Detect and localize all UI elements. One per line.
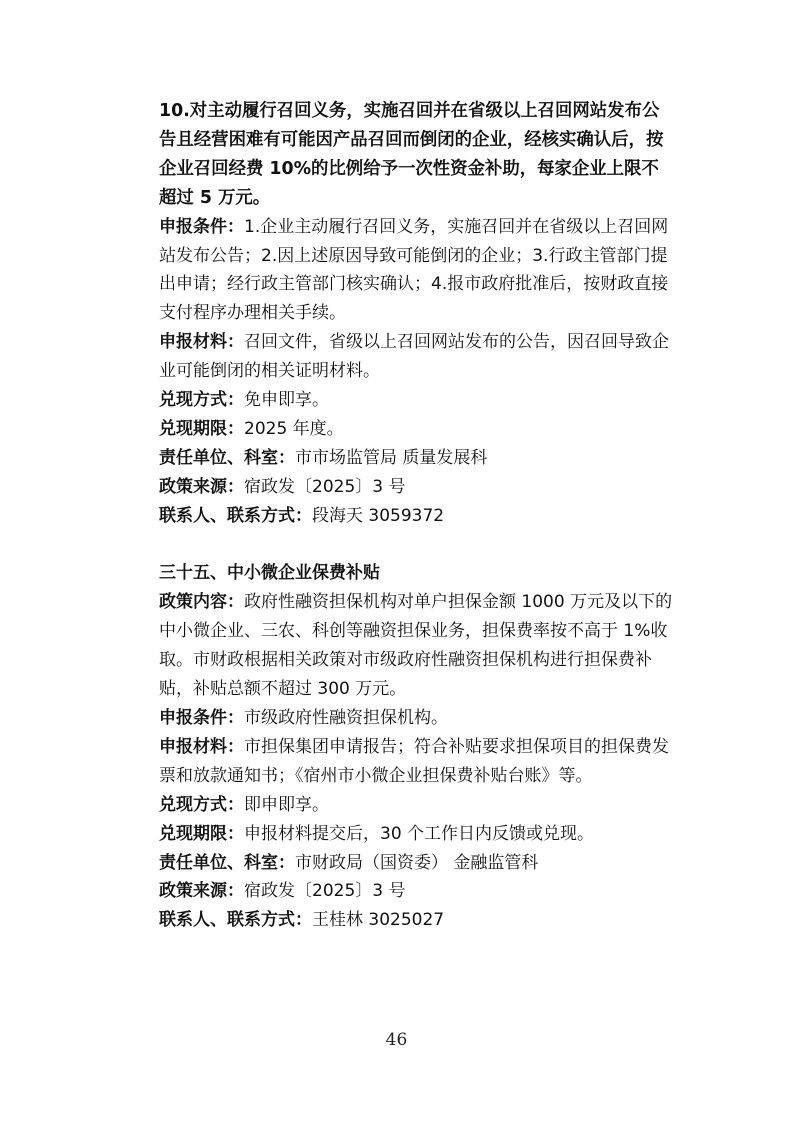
item35-source-label: 政策来源： — [159, 881, 244, 902]
item35-unit-text: 市财政局（国资委） 金融监管科 — [295, 852, 539, 873]
item35-conditions-label: 申报条件： — [159, 708, 244, 729]
item35-contact — [159, 906, 675, 935]
item10-materials — [159, 328, 675, 386]
item10-method-label: 兑现方式： — [159, 390, 244, 411]
item10-source — [159, 473, 675, 502]
item35-materials — [159, 733, 675, 791]
item10-conditions-label: 申报条件： — [159, 216, 244, 237]
item10-period — [159, 415, 675, 444]
item35-source — [159, 877, 675, 906]
item35-title: 三十五、中小微企业保费补贴 — [159, 563, 380, 584]
item35-conditions — [159, 704, 675, 733]
item10-materials-label: 申报材料： — [159, 332, 244, 353]
item35-contact-label: 联系人、联系方式： — [159, 910, 312, 931]
item10-period-label: 兑现期限： — [159, 418, 244, 439]
item10-conditions-text: 1.企业主动履行召回义务，实施召回并在省级以上召回网站发布公告；2.因上述原因导致可能倒闭的企业；3.行政主管部门提出申请；经行政主管部门核实确认；4.报市政府批准后，按财政直接支付程序办理相关手续。 — [159, 216, 669, 324]
page-number: 46 — [385, 1030, 408, 1050]
item10-unit-label: 责任单位、科室： — [159, 447, 295, 468]
item35-method — [159, 791, 675, 820]
item10-method-text: 免申即享。 — [244, 390, 329, 411]
item35-period-label: 兑现期限： — [159, 823, 244, 844]
item35-content-text: 政府性融资担保机构对单户担保金额 1000 万元及以下的中小微企业、三农、科创等融资担保业务，担保费率按不高于 1%收取。市财政根据相关政策对市级政府性融资担保机构进行担保费补贴，补贴总额不超过 300 万元。 — [159, 592, 673, 700]
item10-unit-text: 市市场监管局 质量发展科 — [295, 447, 488, 468]
item35-unit-label: 责任单位、科室： — [159, 852, 295, 873]
section-spacer — [159, 531, 675, 560]
item10-heading — [159, 97, 675, 213]
item10-materials-text: 召回文件，省级以上召回网站发布的公告，因召回导致企业可能倒闭的相关证明材料。 — [159, 332, 669, 382]
item35-source-text: 宿政发〔2025〕3 号 — [244, 881, 406, 902]
item10-conditions — [159, 213, 675, 329]
item35-conditions-text: 市级政府性融资担保机构。 — [244, 708, 448, 729]
item35-unit — [159, 849, 675, 878]
item35-period-text: 申报材料提交后，30 个工作日内反馈或兑现。 — [244, 823, 595, 844]
item10-contact-text: 段海天 3059372 — [312, 505, 445, 526]
item35-content — [159, 588, 675, 704]
item10-heading-text: 10.对主动履行召回义务，实施召回并在省级以上召回网站发布公告且经营困难有可能因产品召回而倒闭的企业，经核实确认后，按企业召回经费 10%的比例给予一次性资金补助，每家企业上限不超过 5 万元。 — [159, 101, 664, 208]
item35-period — [159, 820, 675, 849]
item10-source-text: 宿政发〔2025〕3 号 — [244, 476, 406, 497]
item35-content-label: 政策内容： — [159, 592, 244, 613]
item10-method — [159, 386, 675, 415]
document-body — [159, 97, 675, 935]
item35-materials-label: 申报材料： — [159, 736, 244, 757]
item10-period-text: 2025 年度。 — [244, 418, 344, 439]
item35-method-label: 兑现方式： — [159, 794, 244, 815]
item35-method-text: 即申即享。 — [244, 794, 329, 815]
item10-unit — [159, 444, 675, 473]
item35-materials-text: 市担保集团申请报告；符合补贴要求担保项目的担保费发票和放款通知书；《宿州市小微企业担保费补贴台账》等。 — [159, 736, 669, 786]
item10-contact — [159, 502, 675, 531]
item10-contact-label: 联系人、联系方式： — [159, 505, 312, 526]
item35-contact-text: 王桂林 3025027 — [312, 910, 445, 931]
item10-source-label: 政策来源： — [159, 476, 244, 497]
